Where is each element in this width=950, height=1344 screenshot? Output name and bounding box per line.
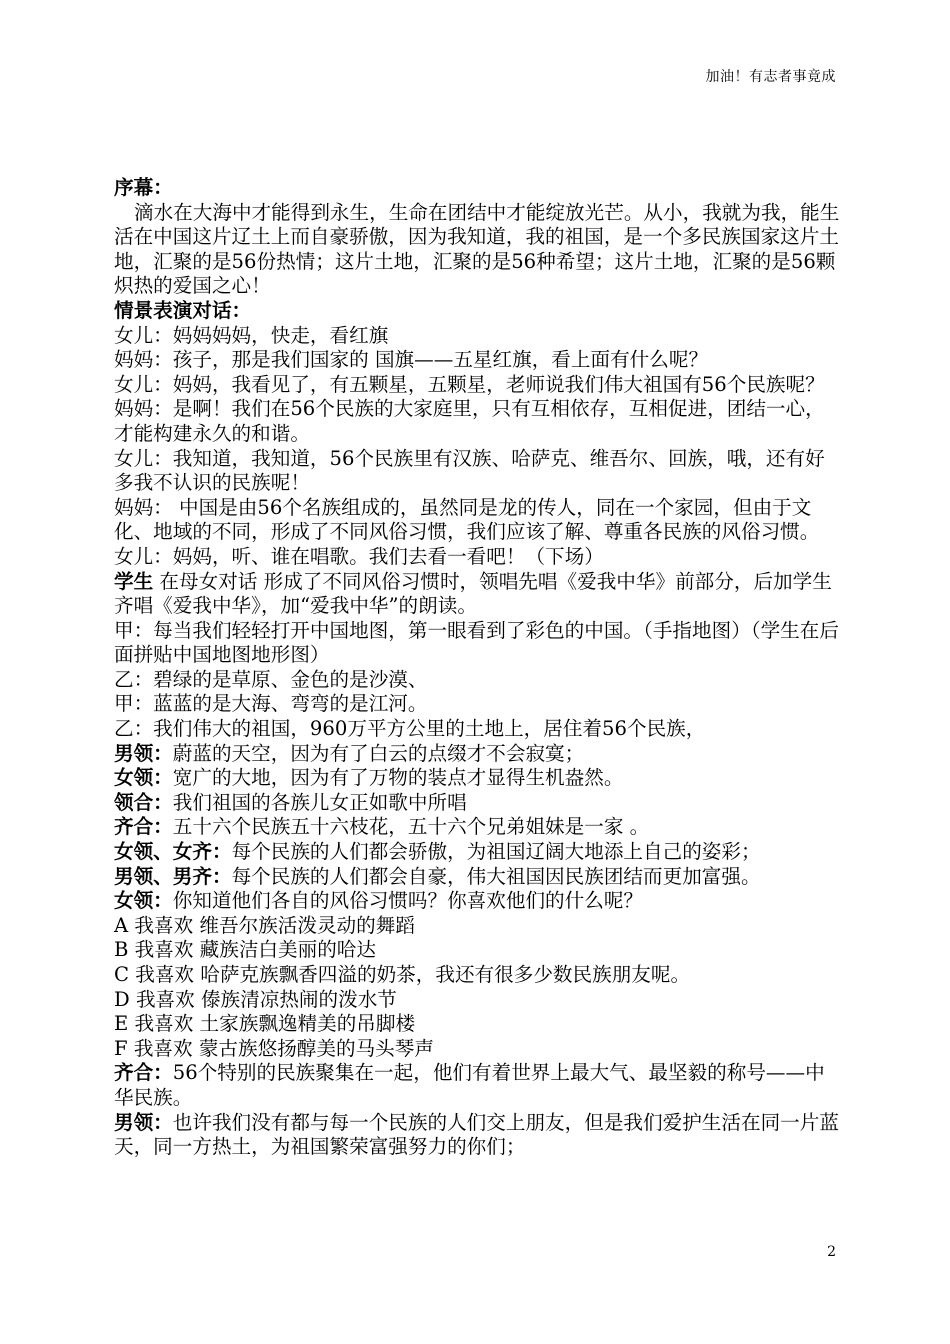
dialogue-line: 男领：蔚蓝的天空，因为有了白云的点缀才不会寂寞；: [114, 741, 585, 765]
dialogue-line: 女领：你知道他们各自的风俗习惯吗？你喜欢他们的什么呢？: [114, 889, 644, 913]
list-item: B 我喜欢 藏族洁白美丽的哈达: [114, 938, 376, 962]
section-heading-dialogue: 情景表演对话：: [114, 298, 252, 322]
dialogue-line: 甲：蓝蓝的是大海、弯弯的是江河。: [114, 692, 428, 716]
dialogue-line: 女儿：妈妈，听、谁在唱歌。我们去看一看吧！（下场）: [114, 544, 604, 568]
page-number: 2: [827, 1244, 836, 1260]
dialogue-line: 女领、女齐：每个民族的人们都会骄傲，为祖国辽阔大地添上自己的姿彩；: [114, 840, 761, 864]
dialogue-line: 女儿：妈妈，我看见了，有五颗星，五颗星，老师说我们伟大祖国有56个民族呢？: [114, 372, 825, 396]
list-item: C 我喜欢 哈萨克族飘香四溢的奶茶，我还有很多少数民族朋友呢。: [114, 963, 691, 986]
page-header: 加油！有志者事竟成: [705, 69, 836, 85]
dialogue-line: 男领：也许我们没有都与每一个民族的人们交上朋友，但是我们爱护生活在同一片蓝天，同一方热土，为祖国繁荣富强努力的你们；: [114, 1110, 839, 1159]
dialogue-line: 妈妈：是啊！我们在56个民族的大家庭里，只有互相依存，互相促进，团结一心，才能构建永久的和谐。: [114, 397, 825, 445]
dialogue-line: 妈妈： 中国是由56个名族组成的，虽然同是龙的传人，同在一个家园，但由于文化、地域的不同，形成了不同风俗习惯，我们应该了解、尊重各民族的风俗习惯。: [114, 495, 820, 544]
list-item: E 我喜欢 土家族飘逸精美的吊脚楼: [114, 1012, 416, 1036]
dialogue-line: 齐合：五十六个民族五十六枝花，五十六个兄弟姐妹是一家 。: [114, 815, 650, 839]
dialogue-line: 男领、男齐：每个民族的人们都会自豪，伟大祖国因民族团结而更加富强。: [114, 864, 761, 888]
dialogue-line: 妈妈：孩子，那是我们国家的 国旗——五星红旗，看上面有什么呢？: [114, 348, 709, 372]
dialogue-line: 乙：碧绿的是草原、金色的是沙漠、: [114, 667, 428, 691]
dialogue-line: 女领：宽广的大地，因为有了万物的装点才显得生机盎然。: [114, 766, 624, 790]
dialogue-line: 女儿：我知道，我知道，56个民族里有汉族、哈萨克、维吾尔、回族，哦，还有好多我不认识的民族呢！: [114, 446, 825, 495]
dialogue-line: 齐合：56个特别的民族聚集在一起，他们有着世界上最大气、最坚毅的称号——中华民族。: [114, 1061, 825, 1109]
section-heading-prologue: 序幕：: [114, 176, 173, 199]
prologue-paragraph: 滴水在大海中才能得到永生，生命在团结中才能绽放光芒。从小，我就为我，能生活在中国这片辽土上而自豪骄傲，因为我知道，我的祖国，是一个多民族国家这片土地，汇聚的是56份热情；这片土地，汇聚的是56种希望；这片土地，汇聚的是56颗炽热的爱国之心！: [114, 200, 840, 298]
dialogue-line: 学生 在母女对话 形成了不同风俗习惯时，领唱先唱《爱我中华》前部分，后加学生齐唱《爱我中华》，加“爱我中华”的朗读。: [114, 569, 832, 618]
dialogue-line: 女儿：妈妈妈妈，快走，看红旗: [114, 323, 389, 347]
document-body: [114, 176, 841, 1160]
list-item: F 我喜欢 蒙古族悠扬醇美的马头琴声: [114, 1036, 434, 1060]
dialogue-line: 乙：我们伟大的祖国，960万平方公里的土地上，居住着56个民族，: [114, 717, 706, 741]
list-item: D 我喜欢 傣族清凉热闹的泼水节: [114, 987, 397, 1011]
dialogue-line: 领合：我们祖国的各族儿女正如歌中所唱: [114, 790, 467, 814]
dialogue-line: 甲：每当我们轻轻打开中国地图，第一眼看到了彩色的中国。（手指地图）（学生在后面拼贴中国地图地形图）: [114, 618, 839, 667]
list-item: A 我喜欢 维吾尔族活泼灵动的舞蹈: [114, 913, 415, 937]
